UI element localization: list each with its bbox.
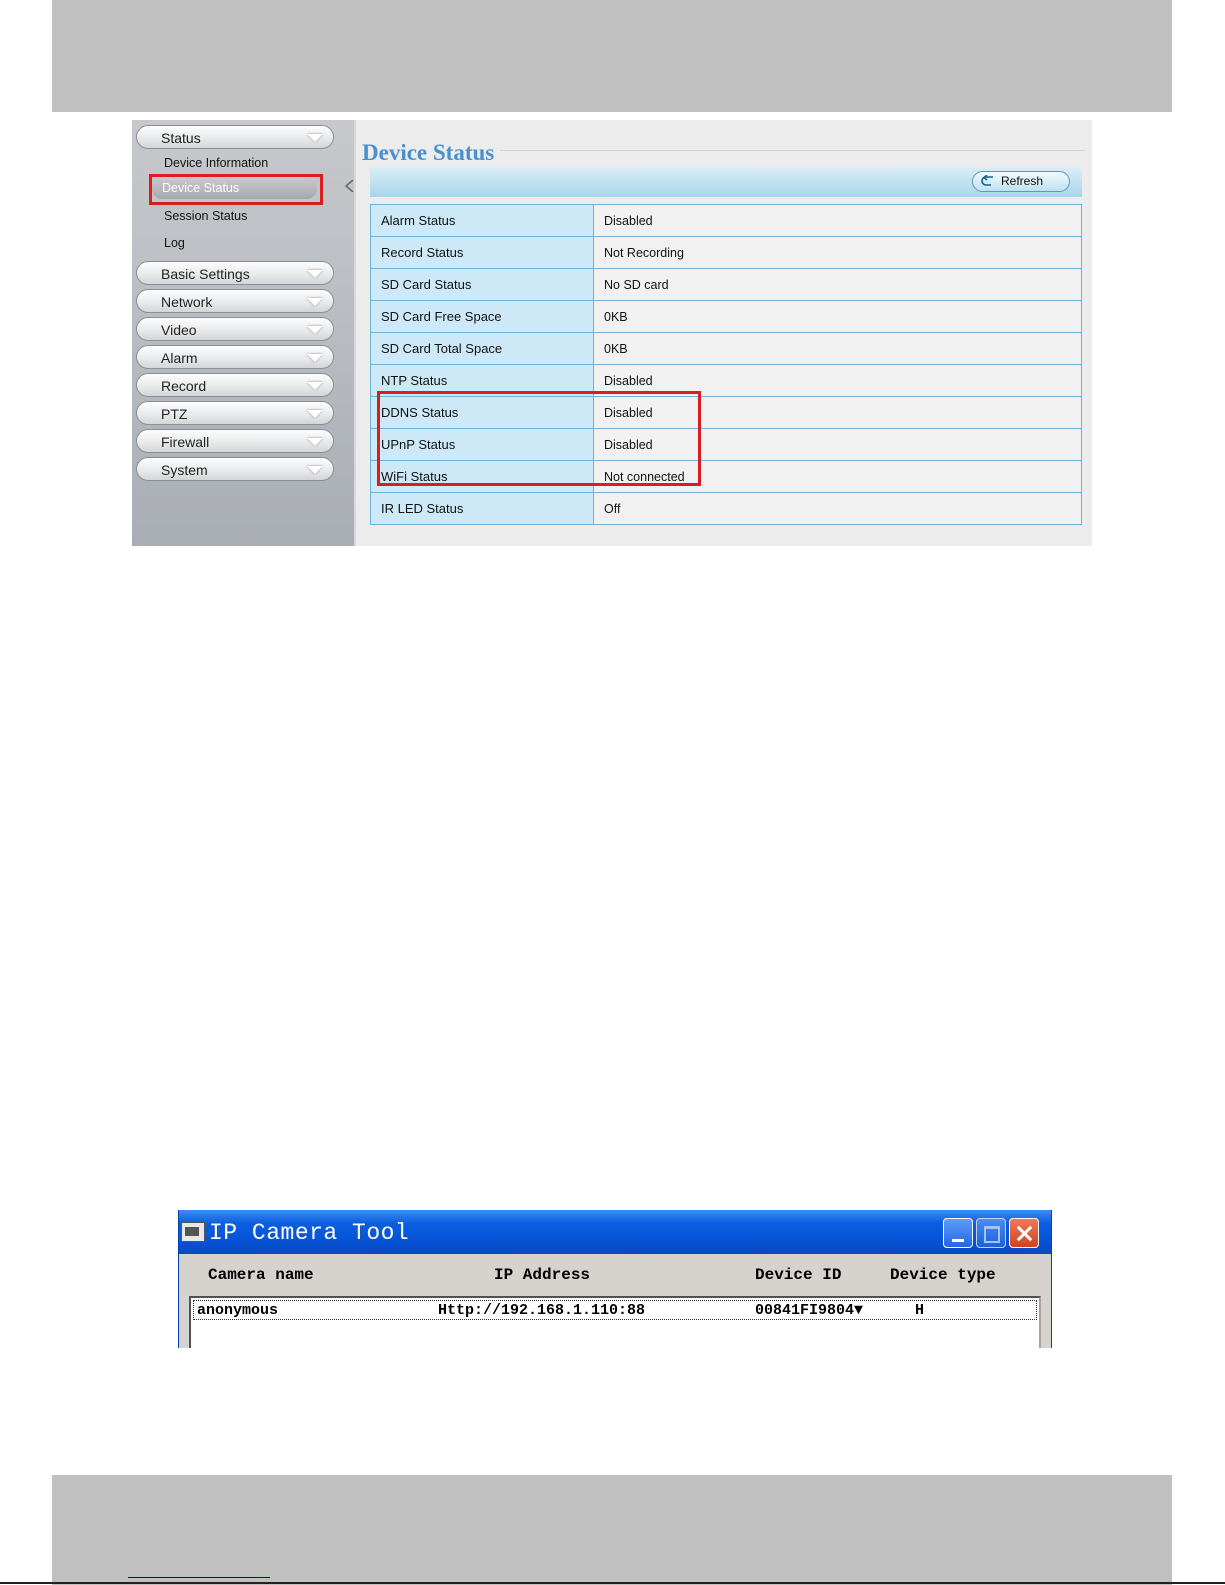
- row-value: Off: [594, 493, 1082, 525]
- device-status-screenshot: [132, 120, 1092, 546]
- row-value: Disabled: [594, 205, 1082, 237]
- submenu-log[interactable]: Log: [164, 236, 185, 250]
- menu-label: Firewall: [161, 434, 210, 450]
- page-title: Device Status: [362, 140, 495, 165]
- submenu-device-status[interactable]: Device Status: [152, 177, 317, 199]
- list-item[interactable]: [193, 1300, 1037, 1320]
- footer-link[interactable]: [128, 1567, 270, 1578]
- row-value: No SD card: [594, 269, 1082, 301]
- menu-system[interactable]: [136, 457, 334, 481]
- menu-label: System: [161, 462, 208, 478]
- ip-address-cell: Http://192.168.1.110:88: [438, 1302, 646, 1319]
- row-label: SD Card Total Space: [371, 333, 594, 365]
- table-row: [371, 269, 1082, 301]
- row-label: WiFi Status: [371, 461, 594, 493]
- row-value: Not Recording: [594, 237, 1082, 269]
- table-row: [371, 205, 1082, 237]
- sd-card-highlight-box: [377, 391, 701, 486]
- menu-label: Video: [161, 322, 197, 338]
- sidebar: [132, 120, 356, 546]
- row-value: 0KB: [594, 301, 1082, 333]
- menu-status[interactable]: [136, 125, 334, 149]
- refresh-icon: [981, 175, 995, 187]
- chevron-down-icon: [307, 270, 323, 278]
- menu-alarm[interactable]: [136, 345, 334, 369]
- chevron-down-icon: [307, 298, 323, 306]
- row-value: 0KB: [594, 333, 1082, 365]
- pointer-icon: [344, 180, 354, 192]
- camera-name-cell: anonymous: [197, 1302, 279, 1319]
- ip-camera-tool-window: [178, 1210, 1052, 1348]
- window-titlebar[interactable]: [179, 1210, 1051, 1254]
- title-divider: [500, 150, 1086, 151]
- submenu-session-status[interactable]: Session Status: [164, 209, 248, 223]
- chevron-down-icon: [307, 438, 323, 446]
- row-value: Disabled: [594, 429, 1082, 461]
- refresh-label: Refresh: [1001, 174, 1044, 188]
- menu-label: Record: [161, 378, 207, 394]
- row-value: Disabled: [594, 397, 1082, 429]
- row-label: Record Status: [371, 237, 594, 269]
- menu-ptz[interactable]: [136, 401, 334, 425]
- window-title: IP Camera Tool: [209, 1220, 410, 1246]
- toolbar: [370, 167, 1082, 197]
- close-icon[interactable]: [1009, 1218, 1039, 1248]
- row-label: DDNS Status: [371, 397, 594, 429]
- footer-rule: [0, 1582, 1225, 1584]
- camera-list: [189, 1296, 1041, 1348]
- menu-label: Basic Settings: [161, 266, 250, 282]
- menu-label: Alarm: [161, 350, 198, 366]
- submenu-device-information[interactable]: Device Information: [164, 156, 269, 170]
- menu-video[interactable]: [136, 317, 334, 341]
- menu-firewall[interactable]: [136, 429, 334, 453]
- header-band: [52, 0, 1172, 112]
- menu-basic-settings[interactable]: [136, 261, 334, 285]
- highlight-box: [149, 174, 323, 205]
- device-type-cell: H: [915, 1302, 925, 1319]
- table-row: [371, 301, 1082, 333]
- row-value: Not connected: [594, 461, 1082, 493]
- maximize-icon[interactable]: [976, 1218, 1006, 1248]
- chevron-down-icon: [307, 134, 323, 142]
- column-header-ip-address[interactable]: IP Address: [494, 1266, 591, 1284]
- row-label: UPnP Status: [371, 429, 594, 461]
- table-row: [371, 493, 1082, 525]
- chevron-down-icon: [307, 466, 323, 474]
- row-label: SD Card Status: [371, 269, 594, 301]
- chevron-down-icon: [307, 382, 323, 390]
- table-row: [371, 333, 1082, 365]
- column-header-device-id[interactable]: Device ID: [755, 1266, 842, 1284]
- row-label: IR LED Status: [371, 493, 594, 525]
- menu-network[interactable]: [136, 289, 334, 313]
- menu-label: Status: [161, 130, 201, 146]
- column-header-camera-name[interactable]: Camera name: [208, 1266, 314, 1284]
- minimize-icon[interactable]: [943, 1218, 973, 1248]
- menu-label: Network: [161, 294, 213, 310]
- row-label: Alarm Status: [371, 205, 594, 237]
- chevron-down-icon: [307, 354, 323, 362]
- menu-label: PTZ: [161, 406, 188, 422]
- chevron-down-icon: [307, 326, 323, 334]
- menu-record[interactable]: [136, 373, 334, 397]
- refresh-button[interactable]: [972, 171, 1070, 192]
- row-label: SD Card Free Space: [371, 301, 594, 333]
- device-id-cell: 00841FI9804▼: [755, 1302, 864, 1319]
- table-row: [371, 237, 1082, 269]
- app-icon: [181, 1222, 205, 1242]
- column-header-device-type[interactable]: Device type: [890, 1266, 996, 1284]
- row-label: NTP Status: [371, 365, 594, 397]
- chevron-down-icon: [307, 410, 323, 418]
- row-value: Disabled: [594, 365, 1082, 397]
